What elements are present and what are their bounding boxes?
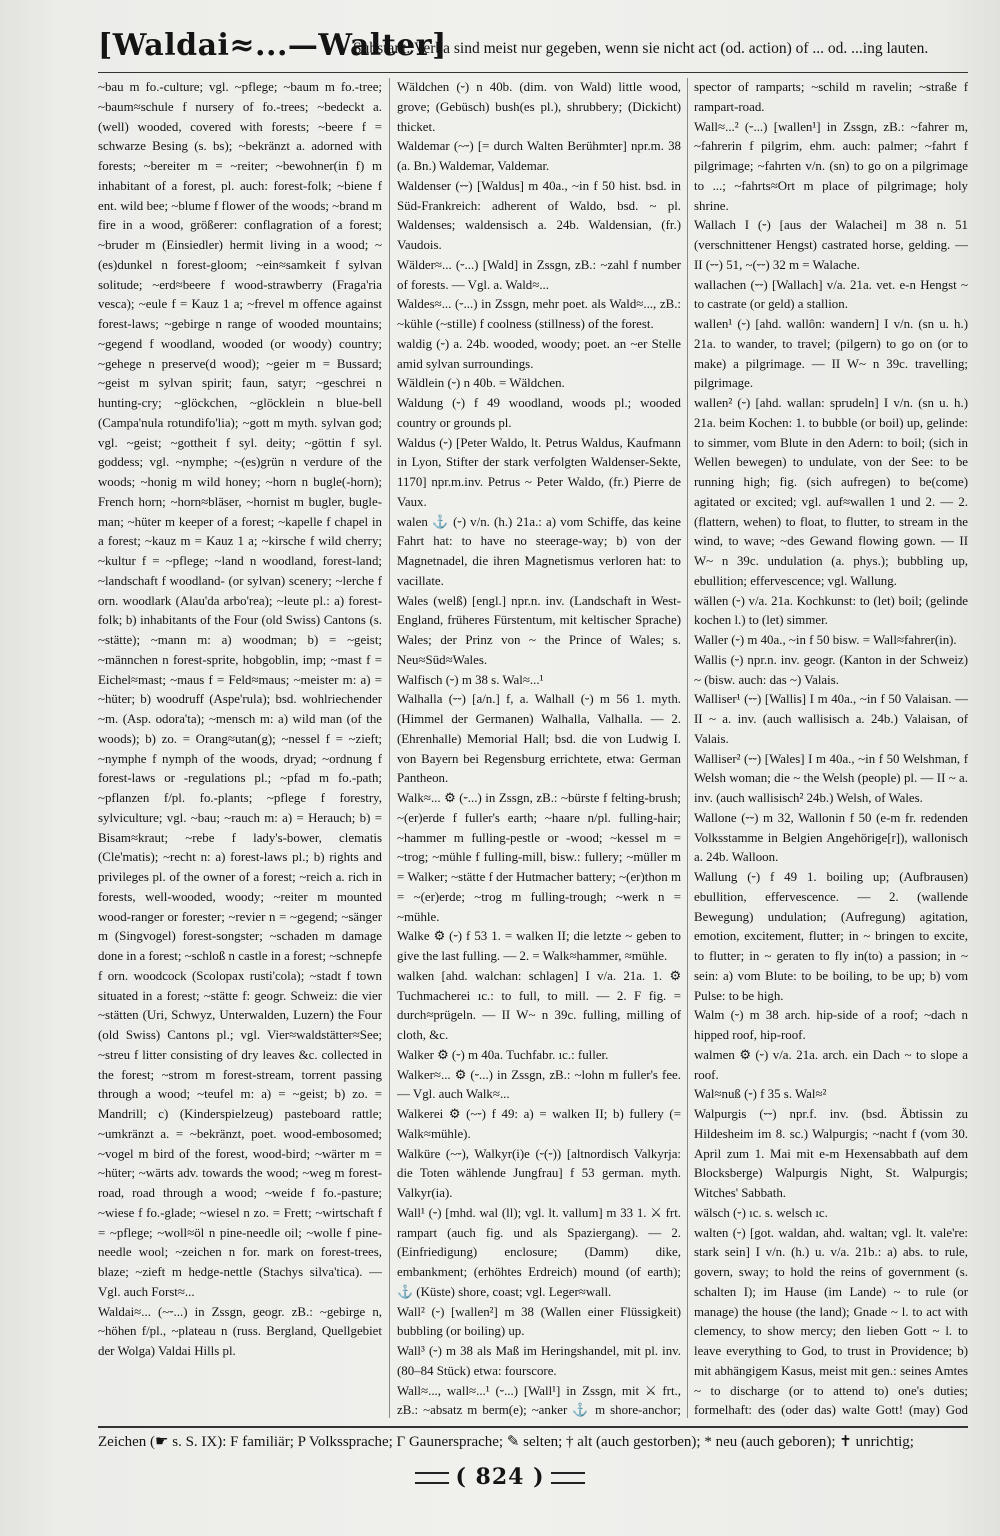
entry: spector of ramparts; ~schild m ravelin; ~straße f rampart-road. [694,80,968,114]
entry: wallen¹ (⏑) [ahd. wallôn: wandern] I v/n. (sn u. h.) 21a. to wander, to travel; (pilgern) to go on (or to make) a pilgrimage. — II W~ n 39c. travelling; pilgrimage. [694,317,968,391]
entry: Waldus (⏑) [Peter Waldo, lt. Petrus Waldus, Kaufmann in Lyon, Stifter der stark verfolgten Waldenser-Sekte, 1170] npr.m.inv. Petrus ~ Peter Waldo, (fr.) Pierre de Vaux. [397,435,681,509]
entry: Waldenser (⏑⏑) [Waldus] m 40a., ~in f 50 hist. bsd. in Süd-Frankreich: adherent of Waldo, bsd. ~ pl. Waldenses; waldensisch a. 24b. Waldensian, (fr.) Vaudois. [397,178,681,252]
column-divider [687,78,688,1418]
entry: Walhalla (⏑⏑) [a/n.] f, a. Walhall (⏑) m 56 1. myth. (Himmel der Germanen) Walhalla, Valhalla. — 2. (Ehrenhalle) Memorial Hall; bsd. die von Ludwig I. von Bayern bei Regensburg errichtete, etwa: German Pantheon. [397,692,681,786]
column-2 [397,78,681,1418]
entry: Wales (welß) [engl.] npr.n. inv. (Landschaft in West-England, früheres Fürstentum, mit keltischer Sprache) Wales; der Prinz von ~ the Prince of Wales; s. Neu≈Süd≈Wales. [397,593,681,667]
symbol-legend: Zeichen (☛ s. S. IX): F familiär; P Volkssprache; Γ Gaunersprache; ✎ selten; † alt (auch gestorben); * neu (auch geboren); ✝ unrichtig; [98,1434,914,1450]
entry: Walliser² (⏑⏑) [Wales] I m 40a., ~in f 50 Welshman, f Welsh woman; die ~ the Welsh (people) pl. — II ~ a. inv. (auch wallisisch² 24b.) Welsh, of Wales. [694,751,968,805]
entry: Wäldchen (⏑) n 40b. (dim. von Wald) little wood, grove; (Gebüsch) bush(es pl.), shrubbery; (Dickicht) thicket. [397,80,681,134]
entry: wallen² (⏑) [ahd. wallan: sprudeln] I v/n. (sn u. h.) 21a. beim Kochen: 1. to bubble (or boil) up, gelinde: to simmer, vom Blute in den Adern: to boil; (sich in Wellen bewegen) to undulate, von der See: to be running high; fig. (sich aufregen) to be(come) agitated or excited; vgl. auf≈wallen 1 und 2. — 2. (flattern, wehen) to float, to flutter, to stream in the wind, to wave; ~des Gewand flowing gown. — II W~ n 39c. undulation (a. phys.); bubbling up, ebullition; effervescence; vgl. Wallung. [694,396,968,588]
entry: Wall≈...² (⏑...) [wallen¹] in Zssgn, zB.: ~fahrer m, ~fahrerin f pilgrim, ehm. auch: palmer; ~fahrt f pilgrimage; ~fahrten v/n. (sn) to go on a pilgrimage to ...; ~fahrts≈Ort m place of pilgrimage; holy shrine. [694,119,968,213]
entry: walten (⏑) [got. waldan, ahd. waltan; vgl. lt. vale're: stark sein] I v/n. (h.) u. v/a. 21b.: a) abs. to rule, govern, sway; to hold the reins of government (s. schalten I); im Hause (im Lande) ~ to rule (or manage) the house (the land); Gnade ~ l. to act with clemency, to show mercy; den lieben Gott ~ l. to leave everything to God, to trust in Providence; b) mit abhängigem Kasus, meist mit gen.: seines Amtes ~ to discharge (or to attend to) one's duties; formelhaft: des (oder das) walte Gott! (may) God [694,1225,968,1418]
entry: Walliser¹ (⏑⏑) [Wallis] I m 40a., ~in f 50 Valaisan. — II ~ a. inv. (auch wallisisch a. 24b.) Valaisan, of Valais. [694,692,968,746]
column-1 [98,78,382,1418]
entry: Wal≈nuß (⏑) f 35 s. Wal≈² [694,1087,827,1102]
entry: wällen (⏑) v/a. 21a. Kochkunst: to (let) boil; (gelinde kochen l.) to (let) simmer. [694,593,968,628]
entry: Waldai≈... (~⏑...) in Zssgn, geogr. zB.: ~gebirge n, ~höhen f/pl., ~plateau n (russ. Bergland, Quellgebiet der Wolga) Valdai Hills pl. [98,1304,382,1358]
entry: Wall³ (⏑) m 38 als Maß im Heringshandel, mit pl. inv. (80–84 Stück) etwa: fourscore. [397,1344,681,1378]
entry: ~bau m fo.-culture; vgl. ~pflege; ~baum m fo.-tree; ~baum≈schule f nursery of fo.-trees; ~bedeckt a. (well) wooded, covered with forests; ~beere f = schwarze Besing (s. bs); ~bekränzt a. adorned with forests; ~bereiter m = ~reiter; ~bewohner(in f) m inhabitant of a forest, pl. auch: forest-folk; ~biene f ent. wild bee; ~blume f flower of the woods; ~brand m fire in a wood, größerer: conflagration of a forest; ~bruder m (Einsiedler) hermit living in a wood; ~(es)dunkel n forest-gloom; ~ein≈samkeit f sylvan solitude; ~erd≈beere f wood-strawberry (Fraga'ria vesca); ~eule f = Kauz 1 a; ~frevel m offence against forest-laws; ~gebirge n range of wooded mountains; ~gegend f woodland, wooded (or woody) country; ~gehege n preserve(d wood); ~geier m = Bussard; ~geist m sylvan spirit; faun, satyr; ~geschrei n hunting-cry; ~glöckchen, ~glöcklein n blue-bell (Campa'nula rotundifo'lia); ~gott m myth. sylvan god; vgl. ~geist; ~gottheit f syl. deity; ~göttin f syl. goddess; vgl. ~nymphe; ~(es)grün n verdure of the woods; ~honig m wild honey; ~horn n bugle(-horn); French horn; ~horn≈bläser, ~hornist m bugler, bugle-man; ~hüter m keeper of a forest; ~kapelle f chapel in a forest; ~kauz m = Kauz 1 a; ~kirsche f wild cherry; ~kultur f = ~pflege; ~land n woodland, forest-land; ~landschaft f woodland- (or sylvan) scenery; ~lerche f orn. woodlark (Alau'da arbo'rea); ~leute pl.: a) forest-folk; b) inhabitants of the Four (old Swiss) Cantons (s. ~stätte); ~mann m: a) woodman; b) = ~geist; ~männchen n forest-sprite, hobgoblin, imp; ~mast f = Eichel≈mast; ~maus f = Feld≈maus; ~meister m: a) = ~hüter; b) woodruff (Aspe'rula); bsd. wohlriechender ~m. (Asp. odora'ta); ~mensch m: a) wild man (of the woods); b) zo. = Orang≈utan(g); ~nessel f = ~zieft; ~nymphe f nymph of the woods, dryad; ~ordnung f forest-laws or -regulations pl.; ~pfad m fo.-path; ~pflanzen f/pl. fo.-plants; ~pflege f forestry, sylviculture; vgl. ~bau; ~rauch m: a) = Herauch; b) = Bisam≈kraut; ~rebe f lady's-bower, clematis (Cle'matis); ~recht n: a) forest-laws pl.; b) rights and privileges pl. of the owner of a forest; ~reich a. rich in forests, well-wooded, woody; ~reiter m mounted wood-ranger or forester; ~revier n = ~gegend; ~sänger m (Singvogel) forest-songster; ~schaden m damage done in a forest; ~schloß n castle in a forest; ~schnepfe f orn. woodcock (Scolopax rusti'cola); ~stadt f town situated in a forest; ~stätte f: geogr. Schweiz: die vier ~stätten (Uri, Schwyz, Unterwalden, Luzern) the Four (old Swiss) Cantons pl.; vgl. Vier≈waldstätter≈See; ~streu f litter consisting of dry leaves &c. collected in the forest; ~strom m forest-stream, torrent passing through a wood; ~teufel m: a) = ~geist; b) zo. = Mandrill; c) (Kinderspielzeug) pasteboard rattle; ~umkränzt a. = ~bekränzt, poet. wood-embosomed; ~vogel m bird of the forest, wood-bird; ~wärter m = ~hüter; ~wärts adv. towards the wood; ~weg m forest-road, road through a wood; ~weide f fo.-pasture; ~wiese f fo.-glade; ~wiesel n zo. = Frett; ~wirtschaft f = ~pflege; ~woll≈öl n pine-needle oil; ~wolle f pine-needle wool; ~zeichen n for. mark on forest-trees, blaze; ~zieft m hedge-nettle (Stachys silva'tica). — Vgl. auch Forst≈... [98,80,382,1299]
entry: Walfisch (⏑) m 38 s. Wal≈...¹ [397,672,544,687]
page-number [400,1464,600,1490]
entry: walmen ⚙ (⏑) v/a. 21a. arch. ein Dach ~ to slope a roof. [694,1047,968,1082]
entry: Walkerei ⚙ (~⏑) f 49: a) = walken II; b) fullery (= Walk≈mühle). [397,1107,681,1141]
entry: Waller (⏑) m 40a., ~in f 50 bisw. = Wall≈fahrer(in). [694,633,957,647]
entry: Walker≈... ⚙ (⏑...) in Zssgn, zB.: ~lohn m fuller's fee. — Vgl. auch Walk≈... [397,1067,681,1102]
entry: Wallis (⏑) npr.n. inv. geogr. (Kanton in der Schweiz) ~ (bisw. auch: das ~) Valais. [694,652,968,687]
entry: Walm (⏑) m 38 arch. hip-side of a roof; ~dach n hipped roof, hip-roof. [694,1008,968,1042]
entry: walen ⚓ (⏑) v/n. (h.) 21a.: a) vom Schiffe, das keine Fahrt hat: to have no steerage-way; b) von der Magnetnadel, die ihren Magnetismus verloren hat: to vacillate. [397,514,681,588]
entry: Wälder≈... (⏑...) [Wald] in Zssgn, zB.: ~zahl f number of forests. — Vgl. a. Wald≈... [397,257,681,292]
page-number-ornament-left [415,1472,449,1484]
entry: Wallach I (⏑) [aus der Walachei] m 38 n. 51 (verschnittener Hengst) castrated horse, gelding. — II (⏑⏑) 51, ~(⏑⏑) 32 m = Walache. [694,218,968,272]
entry: Waldes≈... (⏑...) in Zssgn, mehr poet. als Wald≈..., zB.: ~kühle (~stille) f coolness (stillness) of the forest. [397,297,681,331]
page-number-ornament-right [551,1472,585,1484]
entry: Waldung (⏑) f 49 woodland, woods pl.; wooded country or grounds pl. [397,396,681,430]
entry: Wall≈..., wall≈...¹ (⏑...) [Wall¹] in Zssgn, mit ⚔ frt., zB.: ~absatz m berm(e); ~anker ⚓ m shore-anchor; [397,1383,681,1418]
column-3 [694,78,968,1418]
entry: Walpurgis (⏑⏑) npr.f. inv. (bsd. Äbtissin zu Hildesheim im 8. sc.) Walpurgis; ~nacht f (vom 30. April zum 1. Mai mit e-m Hexensabbath auf dem Blocksberge) Walpurgis Night, St. Walpurgis; Witches' Sabbath. [694,1107,968,1200]
entry: Waldemar (~⏑) [= durch Walten Berühmter] npr.m. 38 (a. Bn.) Waldemar, Valdemar. [397,139,681,173]
entry: Wäldlein (⏑) n 40b. = Wäldchen. [397,376,565,391]
entry: wälsch (⏑) ıc. s. welsch ıc. [694,1205,828,1220]
entry: Wallone (⏑⏑) m 32, Wallonin f 50 (e-m fr. redenden Volksstamme in Belgien Angehörige[r]), wallonisch a. 24b. Walloon. [694,810,968,865]
entry: Walküre (~⏑), Walkyr(i)e (⏑(⏑)) [altnordisch Valkyrja: die Toten wählende Jungfrau] f 53 german. myth. Valkyr(ia). [397,1146,681,1200]
entry: Walker ⚙ (⏑) m 40a. Tuchfabr. ıc.: fuller. [397,1047,609,1062]
entry: Walke ⚙ (⏑) f 53 1. = walken II; die letzte ~ geben to give the last fulling. — 2. = Walk≈hammer, ≈mühle. [397,929,681,963]
running-headword: [Waldai≈...—Walter] [98,28,447,63]
entry: waldig (⏑) a. 24b. wooded, woody; poet. an ~er Stelle amid sylvan surroundings. [397,336,681,371]
entry: Walk≈... ⚙ (⏑...) in Zssgn, zB.: ~bürste f felting-brush; ~(er)erde f fuller's earth; ~haare n/pl. fulling-hair; ~hammer m fulling-pestle or -wood; ~kessel m = ~trog; ~mühle f fulling-mill, bisw.: fullery; ~müller m = Walker; ~stätte f der Hutmacher battery; ~(er)thon m = ~(er)erde; ~trog m fulling-trough; ~werk n = ~mühle. [397,791,681,924]
entry: walken [ahd. walchan: schlagen] I v/a. 21a. 1. ⚙ Tuchmacherei ıc.: to full, to mill. — 2. F fig. = durch≈prügeln. — II W~ n 39c. fulling, milling of cloth, &c. [397,968,681,1042]
entry: Wall² (⏑) [wallen²] m 38 (Wallen einer Flüssigkeit) bubbling (or boiling) up. [397,1304,681,1339]
header-note: Substant. Verba sind meist nur gegeben, wenn sie nicht act (od. action) of ... od. ...ing lauten. [353,40,929,57]
page-number-text: ( 824 ) [455,1464,545,1490]
footer-divider [98,1426,968,1428]
column-divider [389,78,390,1418]
entry: wallachen (⏑⏑) [Wallach] v/a. 21a. vet. e-n Hengst ~ to castrate (or geld) a stallion. [694,277,968,312]
page-header [98,28,968,73]
entry: Wall¹ (⏑) [mhd. wal (ll); vgl. lt. vallum] m 33 1. ⚔ frt. rampart (auch fig. und als Spaziergang). — 2. (Einfriedigung) enclosure; (Damm) dike, embankment; (erhöhtes Erdreich) mound (of earth); ⚓ (Küste) shore, coast; vgl. Leger≈wall. [397,1205,681,1299]
entry: Wallung (⏑) f 49 1. boiling up; (Aufbrausen) ebullition, effervescence. — 2. (wallende Bewegung) undulation; (Aufregung) agitation, emotion, excitement, flutter; in ~ bringen to excite, to flutter; in ~ geraten to fly in(to) a passion; in ~ sein: a) vom Blute: to be boiling, to be up; b) vom Pulse: to be high. [694,870,968,1003]
